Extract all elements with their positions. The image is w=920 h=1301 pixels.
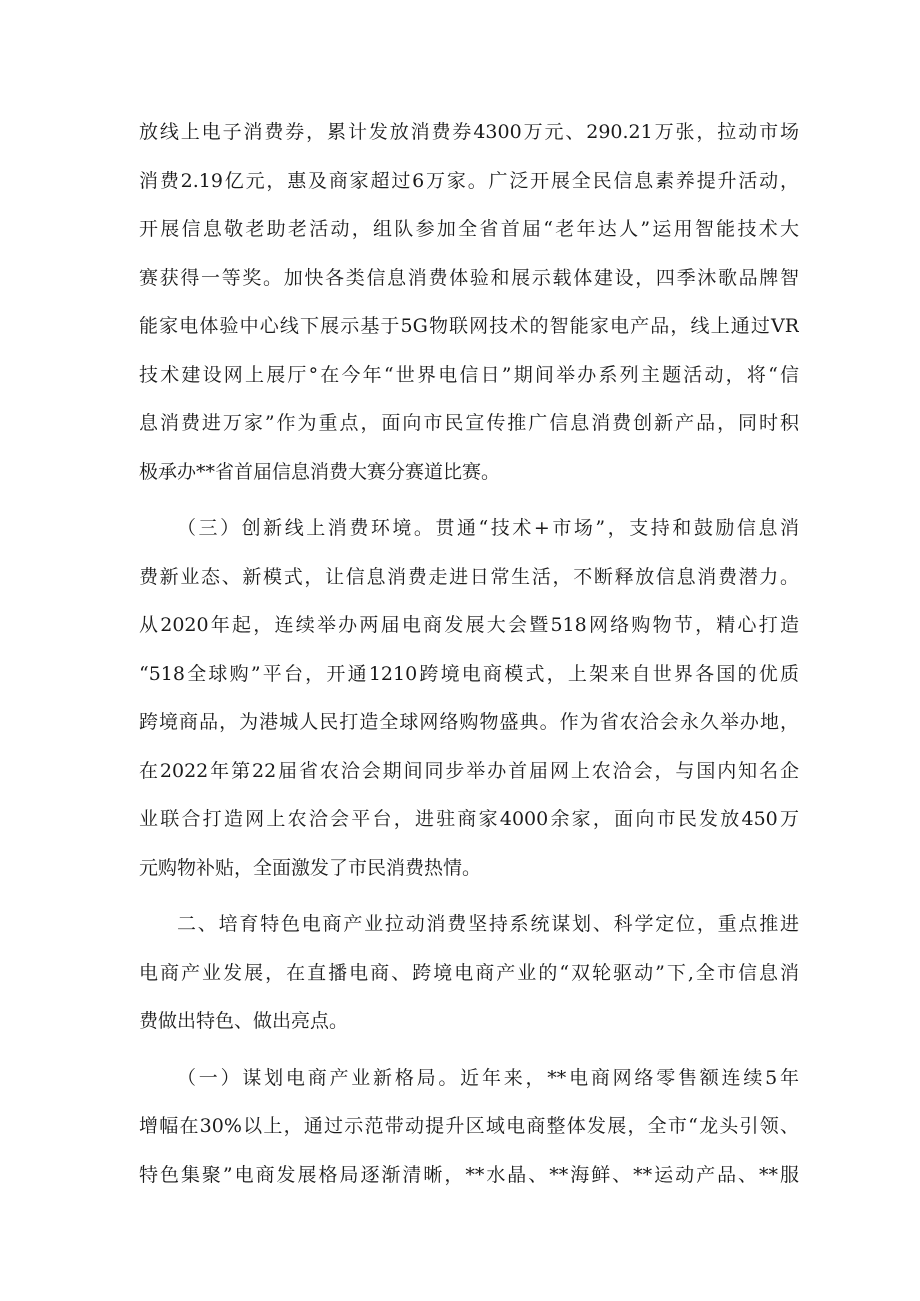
text-line: 赛获得一等奖。加快各类信息消费体验和展示载体建设，四季沐歌品牌智 — [139, 267, 799, 289]
text-line: 电商产业发展，在直播电商、跨境电商产业的“双轮驱动”下,全市信息消 — [139, 962, 799, 984]
text-line: 在2022年第22届省农洽会期间同步举办首届网上农洽会，与国内知名企 — [139, 760, 799, 782]
text-line: 技术建设网上展厅°在今年“世界电信日”期间举办系列主题活动，将“信 — [139, 364, 799, 386]
text-line: 增幅在30%以上，通过示范带动提升区域电商整体发展，全市“龙头引领、 — [139, 1115, 799, 1137]
text-line: 息消费进万家”作为重点，面向市民宣传推广信息消费创新产品，同时积 — [139, 412, 799, 434]
text-line: 费做出特色、做出亮点。 — [139, 1010, 349, 1032]
text-line: 能家电体验中心线下展示基于5G物联网技术的智能家电产品，线上通过VR — [139, 315, 799, 337]
text-line: 二、培育特色电商产业拉动消费坚持系统谋划、科学定位，重点推进 — [177, 913, 799, 935]
text-line: 跨境商品，为港城人民打造全球网络购物盛典。作为省农洽会永久举办地， — [139, 711, 799, 733]
text-line: 从2020年起，连续举办两届电商发展大会暨518网络购物节，精心打造 — [139, 614, 799, 636]
text-line: 消费2.19亿元，惠及商家超过6万家。广泛开展全民信息素养提升活动， — [139, 170, 799, 192]
text-line: 放线上电子消费券，累计发放消费券4300万元、290.21万张，拉动市场 — [139, 121, 799, 143]
text-line: 特色集聚”电商发展格局逐渐清晰，**水晶、**海鲜、**运动产品、**服 — [139, 1164, 799, 1186]
text-line: 元购物补贴，全面激发了市民消费热情。 — [139, 857, 482, 879]
text-line: （三）创新线上消费环境。贯通“技术+市场”，支持和鼓励信息消 — [177, 517, 799, 539]
text-line: 费新业态、新模式，让信息消费走进日常生活，不断释放信息消费潜力。 — [139, 566, 799, 588]
text-line: “518全球购”平台，开通1210跨境电商模式，上架来自世界各国的优质 — [139, 663, 799, 685]
text-line: 开展信息敬老助老活动，组队参加全省首届“老年达人”运用智能技术大 — [139, 218, 799, 240]
text-line: 业联合打造网上农洽会平台，进驻商家4000余家，面向市民发放450万 — [139, 808, 799, 830]
text-line: 极承办**省首届信息消费大赛分赛道比赛。 — [139, 461, 501, 483]
text-line: （一）谋划电商产业新格局。近年来，**电商网络零售额连续5年 — [177, 1067, 799, 1089]
